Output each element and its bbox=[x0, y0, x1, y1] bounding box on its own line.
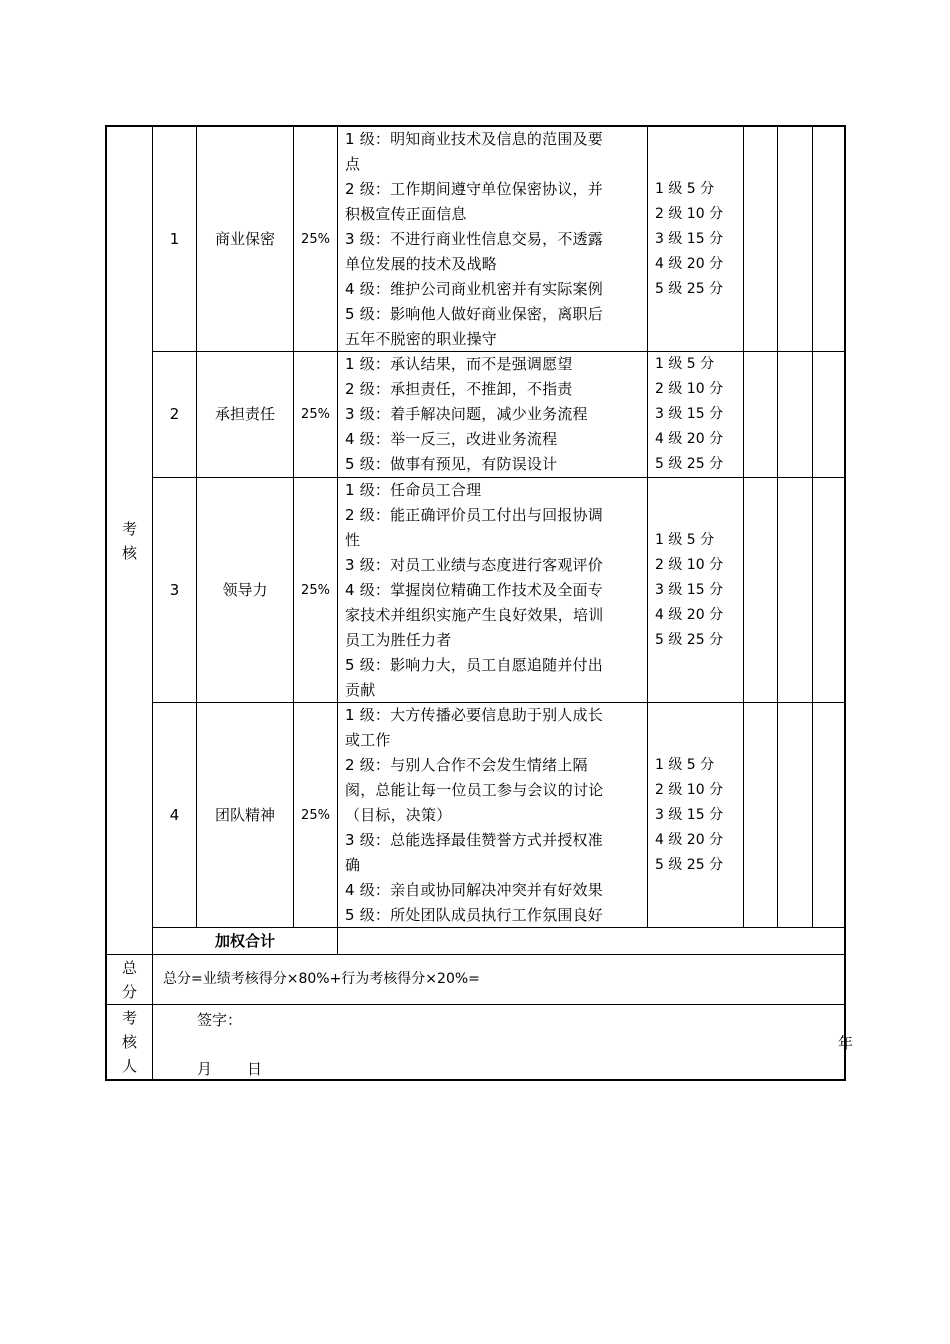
score-scale bbox=[655, 753, 723, 878]
standard-line: 1 级：大方传播必要信息助于别人成长 bbox=[345, 706, 603, 724]
score-line: 1 级 5 分 bbox=[655, 532, 715, 548]
month-label: 月 bbox=[197, 1060, 213, 1078]
grading-standards bbox=[345, 352, 588, 477]
standard-line: 贡献 bbox=[345, 681, 376, 699]
standard-line: 性 bbox=[345, 531, 361, 549]
standard-line: 2 级：承担责任，不推卸，不指责 bbox=[345, 380, 573, 398]
score-line: 5 级 25 分 bbox=[655, 857, 724, 873]
standard-line: 5 级：影响力大，员工自愿追随并付出 bbox=[345, 656, 603, 674]
standard-line: 4 级：举一反三，改进业务流程 bbox=[345, 430, 558, 448]
score-line: 4 级 20 分 bbox=[655, 832, 724, 848]
row-number: 1 bbox=[169, 229, 180, 248]
standard-line: 1 级：承认结果，而不是强调愿望 bbox=[345, 355, 573, 373]
item-name: 商业保密 bbox=[214, 229, 275, 248]
item-weight: 25% bbox=[301, 582, 330, 598]
standard-line: 4 级：亲自或协同解决冲突并有好效果 bbox=[345, 881, 603, 899]
grid-line bbox=[812, 127, 813, 927]
score-line: 3 级 15 分 bbox=[655, 406, 724, 422]
section-label bbox=[107, 127, 152, 954]
score-scale bbox=[655, 177, 723, 302]
standard-line: 2 级：能正确评价员工付出与回报协调 bbox=[345, 506, 603, 524]
item-weight: 25% bbox=[301, 807, 330, 823]
assessment-form-table bbox=[105, 125, 846, 1081]
score-line: 3 级 15 分 bbox=[655, 231, 724, 247]
score-line: 4 级 20 分 bbox=[655, 607, 724, 623]
total-label-char: 分 bbox=[121, 982, 137, 1001]
weighted-total-label: 加权合计 bbox=[214, 931, 275, 950]
assessor-label-char: 人 bbox=[121, 1057, 137, 1075]
standard-line: 3 级：总能选择最佳赞誉方式并授权准 bbox=[345, 831, 603, 849]
standard-line: 或工作 bbox=[345, 731, 391, 749]
standard-line: 5 级：做事有预见，有防误设计 bbox=[345, 455, 558, 473]
grid-line bbox=[337, 127, 338, 954]
score-line: 3 级 15 分 bbox=[655, 807, 724, 823]
standard-line: 五年不脱密的职业操守 bbox=[345, 330, 498, 348]
total-label bbox=[107, 955, 152, 1004]
weighted-total-value[interactable] bbox=[338, 928, 846, 954]
grading-standards bbox=[345, 703, 603, 928]
score-line: 4 级 20 分 bbox=[655, 256, 724, 272]
assessor-label-char: 考 bbox=[121, 1009, 137, 1027]
standard-line: 1 级：任命员工合理 bbox=[345, 481, 482, 499]
score-line: 1 级 5 分 bbox=[655, 757, 715, 773]
standard-line: 4 级：掌握岗位精确工作技术及全面专 bbox=[345, 581, 603, 599]
row-number: 3 bbox=[169, 580, 180, 599]
year-label: 年 bbox=[838, 1034, 854, 1052]
score-line: 5 级 25 分 bbox=[655, 281, 724, 297]
score-line: 2 级 10 分 bbox=[655, 206, 724, 222]
section-label-char: 考 bbox=[121, 519, 137, 538]
assessor-label bbox=[107, 1005, 152, 1079]
score-line: 4 级 20 分 bbox=[655, 431, 724, 447]
standard-line: 5 级：所处团队成员执行工作氛围良好 bbox=[345, 906, 603, 924]
item-name: 团队精神 bbox=[214, 805, 275, 824]
score-line: 2 级 10 分 bbox=[655, 381, 724, 397]
standard-line: 3 级：着手解决问题，减少业务流程 bbox=[345, 405, 588, 423]
grid-line bbox=[647, 127, 648, 927]
item-name: 承担责任 bbox=[214, 405, 275, 423]
standard-line: 家技术并组织实施产生良好效果，培训 bbox=[345, 606, 604, 624]
score-line: 1 级 5 分 bbox=[655, 356, 715, 372]
signature-label: 签字： bbox=[197, 1011, 243, 1029]
standard-line: 3 级：不进行商业性信息交易，不透露 bbox=[345, 230, 603, 248]
standard-line: 1 级：明知商业技术及信息的范围及要 bbox=[345, 130, 603, 148]
row-number: 2 bbox=[169, 405, 180, 423]
section-label-char: 核 bbox=[121, 543, 137, 562]
score-scale bbox=[655, 352, 723, 477]
score-line: 5 级 25 分 bbox=[655, 632, 724, 648]
standard-line: 员工为胜任力者 bbox=[345, 631, 452, 649]
score-line: 2 级 10 分 bbox=[655, 782, 724, 798]
assessor-label-char: 核 bbox=[121, 1033, 137, 1051]
standard-line: 点 bbox=[345, 155, 361, 173]
standard-line: 2 级：工作期间遵守单位保密协议，并 bbox=[345, 180, 603, 198]
item-weight: 25% bbox=[301, 231, 330, 247]
score-scale bbox=[655, 528, 723, 653]
standard-line: 2 级：与别人合作不会发生情绪上隔 bbox=[345, 756, 588, 774]
total-formula: 总分=业绩考核得分×80%+行为考核得分×20%= bbox=[163, 971, 480, 987]
standard-line: 积极宣传正面信息 bbox=[345, 205, 467, 223]
row-number: 4 bbox=[169, 805, 180, 824]
grid-line bbox=[107, 1004, 846, 1005]
item-name: 领导力 bbox=[222, 580, 268, 599]
score-line: 3 级 15 分 bbox=[655, 582, 724, 598]
standard-line: （目标，决策） bbox=[345, 806, 452, 824]
standard-line: 4 级：维护公司商业机密并有实际案例 bbox=[345, 280, 603, 298]
grid-line bbox=[743, 127, 744, 927]
grading-standards bbox=[345, 478, 603, 703]
item-weight: 25% bbox=[301, 407, 330, 422]
total-label-char: 总 bbox=[121, 958, 137, 977]
standard-line: 阂，总能让每一位员工参与会议的讨论 bbox=[345, 781, 604, 799]
standard-line: 确 bbox=[345, 856, 361, 874]
score-line: 5 级 25 分 bbox=[655, 456, 724, 472]
standard-line: 3 级：对员工业绩与态度进行客观评价 bbox=[345, 556, 603, 574]
grid-line bbox=[777, 127, 778, 927]
standard-line: 5 级：影响他人做好商业保密，离职后 bbox=[345, 305, 603, 323]
grid-line bbox=[107, 954, 846, 955]
score-line: 2 级 10 分 bbox=[655, 557, 724, 573]
score-line: 1 级 5 分 bbox=[655, 181, 715, 197]
grading-standards bbox=[345, 127, 603, 352]
standard-line: 单位发展的技术及战略 bbox=[345, 255, 498, 273]
day-label: 日 bbox=[247, 1060, 263, 1078]
